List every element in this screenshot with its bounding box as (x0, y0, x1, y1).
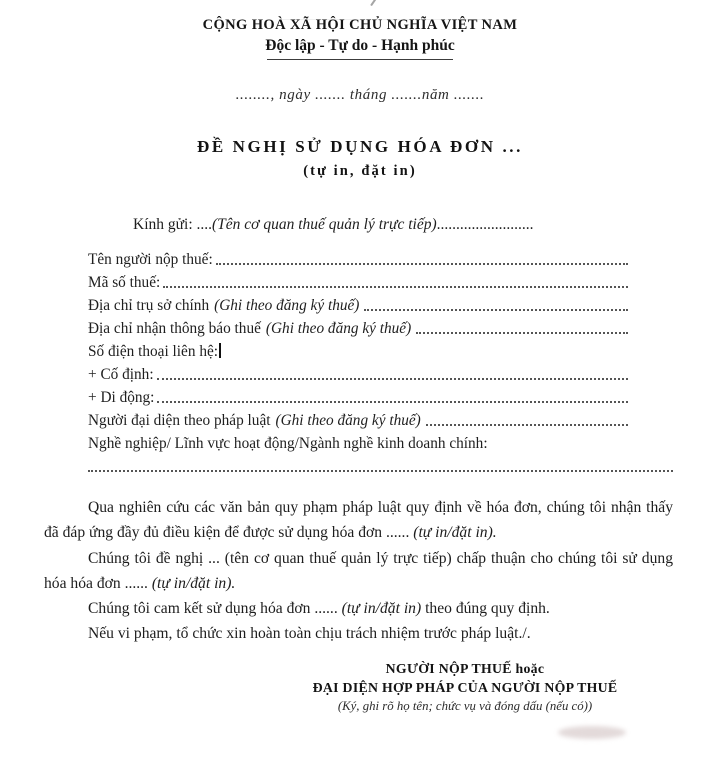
document-title: ĐỀ NGHỊ SỬ DỤNG HÓA ĐƠN ... (196, 137, 523, 156)
field-label: Người đại diện theo pháp luật (88, 412, 271, 429)
dotted-leader (416, 332, 628, 334)
field-label: Địa chỉ trụ sở chính (88, 297, 210, 314)
field-note: (Ghi theo đăng ký thuế) (275, 412, 421, 429)
salutation-post-dots: ......................... (436, 216, 534, 233)
form-fields (88, 248, 628, 478)
field-row-head-office-address (88, 294, 628, 317)
paragraph-text: Chúng tôi đề nghị ... (tên cơ quan thuế quản lý trực tiếp) chấp thuận cho chúng tôi sử dụng hóa hóa đơn ...... (44, 549, 673, 592)
body-paragraphs (44, 495, 673, 647)
signature-title-line2: ĐẠI DIỆN HỢP PHÁP CỦA NGƯỜI NỘP THUẾ (312, 679, 618, 695)
paragraph-italic: (tự in/đặt in) (341, 600, 422, 618)
field-note: (Ghi theo đăng ký thuế) (214, 297, 360, 314)
text-cursor (219, 343, 221, 358)
field-row-legal-representative (88, 409, 628, 432)
field-row-tax-notice-address (88, 317, 628, 340)
national-motto-line2: Độc lập - Tự do - Hạnh phúc (265, 37, 455, 54)
dotted-leader (163, 286, 628, 288)
field-row-landline (88, 363, 628, 386)
signature-instruction: (Ký, ghi rõ họ tên; chức vụ và đóng dấu (nếu có)) (337, 698, 593, 713)
field-row-taxpayer-name (88, 248, 628, 271)
field-row-continuation (88, 455, 628, 478)
paragraph-request (44, 546, 673, 597)
salutation-label: Kính gửi: (133, 216, 193, 233)
salutation-pre-dots: .... (192, 216, 213, 233)
scan-smudge (558, 726, 626, 739)
paragraph-text: Nếu vi phạm, tổ chức xin hoàn toàn chịu trách nhiệm trước pháp luật./. (88, 625, 531, 643)
field-row-mobile (88, 386, 628, 409)
field-row-tax-code (88, 271, 628, 294)
paragraph-text: Qua nghiên cứu các văn bản quy phạm pháp luật quy định về hóa đơn, chúng tôi nhận thấy đã đáp ứng đầy đủ điều kiện để được sử dụng hóa đơn ...... (44, 499, 673, 542)
salutation-line (133, 216, 660, 234)
national-motto-line1: CỘNG HOÀ XÃ HỘI CHỦ NGHĨA VIỆT NAM (202, 17, 518, 33)
field-note: (Ghi theo đăng ký thuế) (265, 320, 412, 337)
paragraph-eligibility (44, 495, 673, 546)
dotted-leader (157, 378, 628, 380)
paragraph-liability (44, 621, 673, 646)
paragraph-text: theo đúng quy định. (421, 600, 550, 618)
paragraph-italic: (tự in/đặt in). (413, 524, 497, 542)
paragraph-italic: (tự in/đặt in). (151, 574, 236, 592)
dotted-leader (88, 470, 673, 472)
paragraph-commitment (44, 596, 673, 621)
dotted-leader (216, 263, 628, 265)
document-subtitle: (tự in, đặt in) (303, 163, 417, 179)
field-row-contact-phone (88, 340, 628, 363)
dotted-leader (364, 309, 628, 311)
field-label: Nghề nghiệp/ Lĩnh vực hoạt động/Ngành nghề kinh doanh chính: (88, 435, 488, 452)
signature-title-line1: NGƯỜI NỘP THUẾ hoặc (385, 660, 545, 676)
motto-underline (267, 59, 453, 60)
signature-block (250, 661, 680, 714)
field-label: + Cố định: (88, 366, 154, 383)
dotted-leader (426, 424, 628, 426)
field-label: Địa chỉ nhận thông báo thuế (88, 320, 261, 337)
field-label: + Di động: (88, 389, 155, 406)
national-header (0, 0, 720, 60)
field-row-business-line (88, 432, 628, 455)
field-label: Tên người nộp thuế: (88, 251, 213, 268)
paragraph-text: Chúng tôi cam kết sử dụng hóa đơn ...... (88, 600, 342, 618)
field-label: Số điện thoại liên hệ: (88, 343, 219, 360)
date-line: ........, ngày ....... tháng .......năm ....... (235, 87, 485, 103)
field-label: Mã số thuế: (88, 274, 161, 291)
salutation-org: (Tên cơ quan thuế quản lý trực tiếp) (212, 216, 437, 233)
dotted-leader (157, 401, 628, 403)
scan-streak (280, 19, 490, 20)
